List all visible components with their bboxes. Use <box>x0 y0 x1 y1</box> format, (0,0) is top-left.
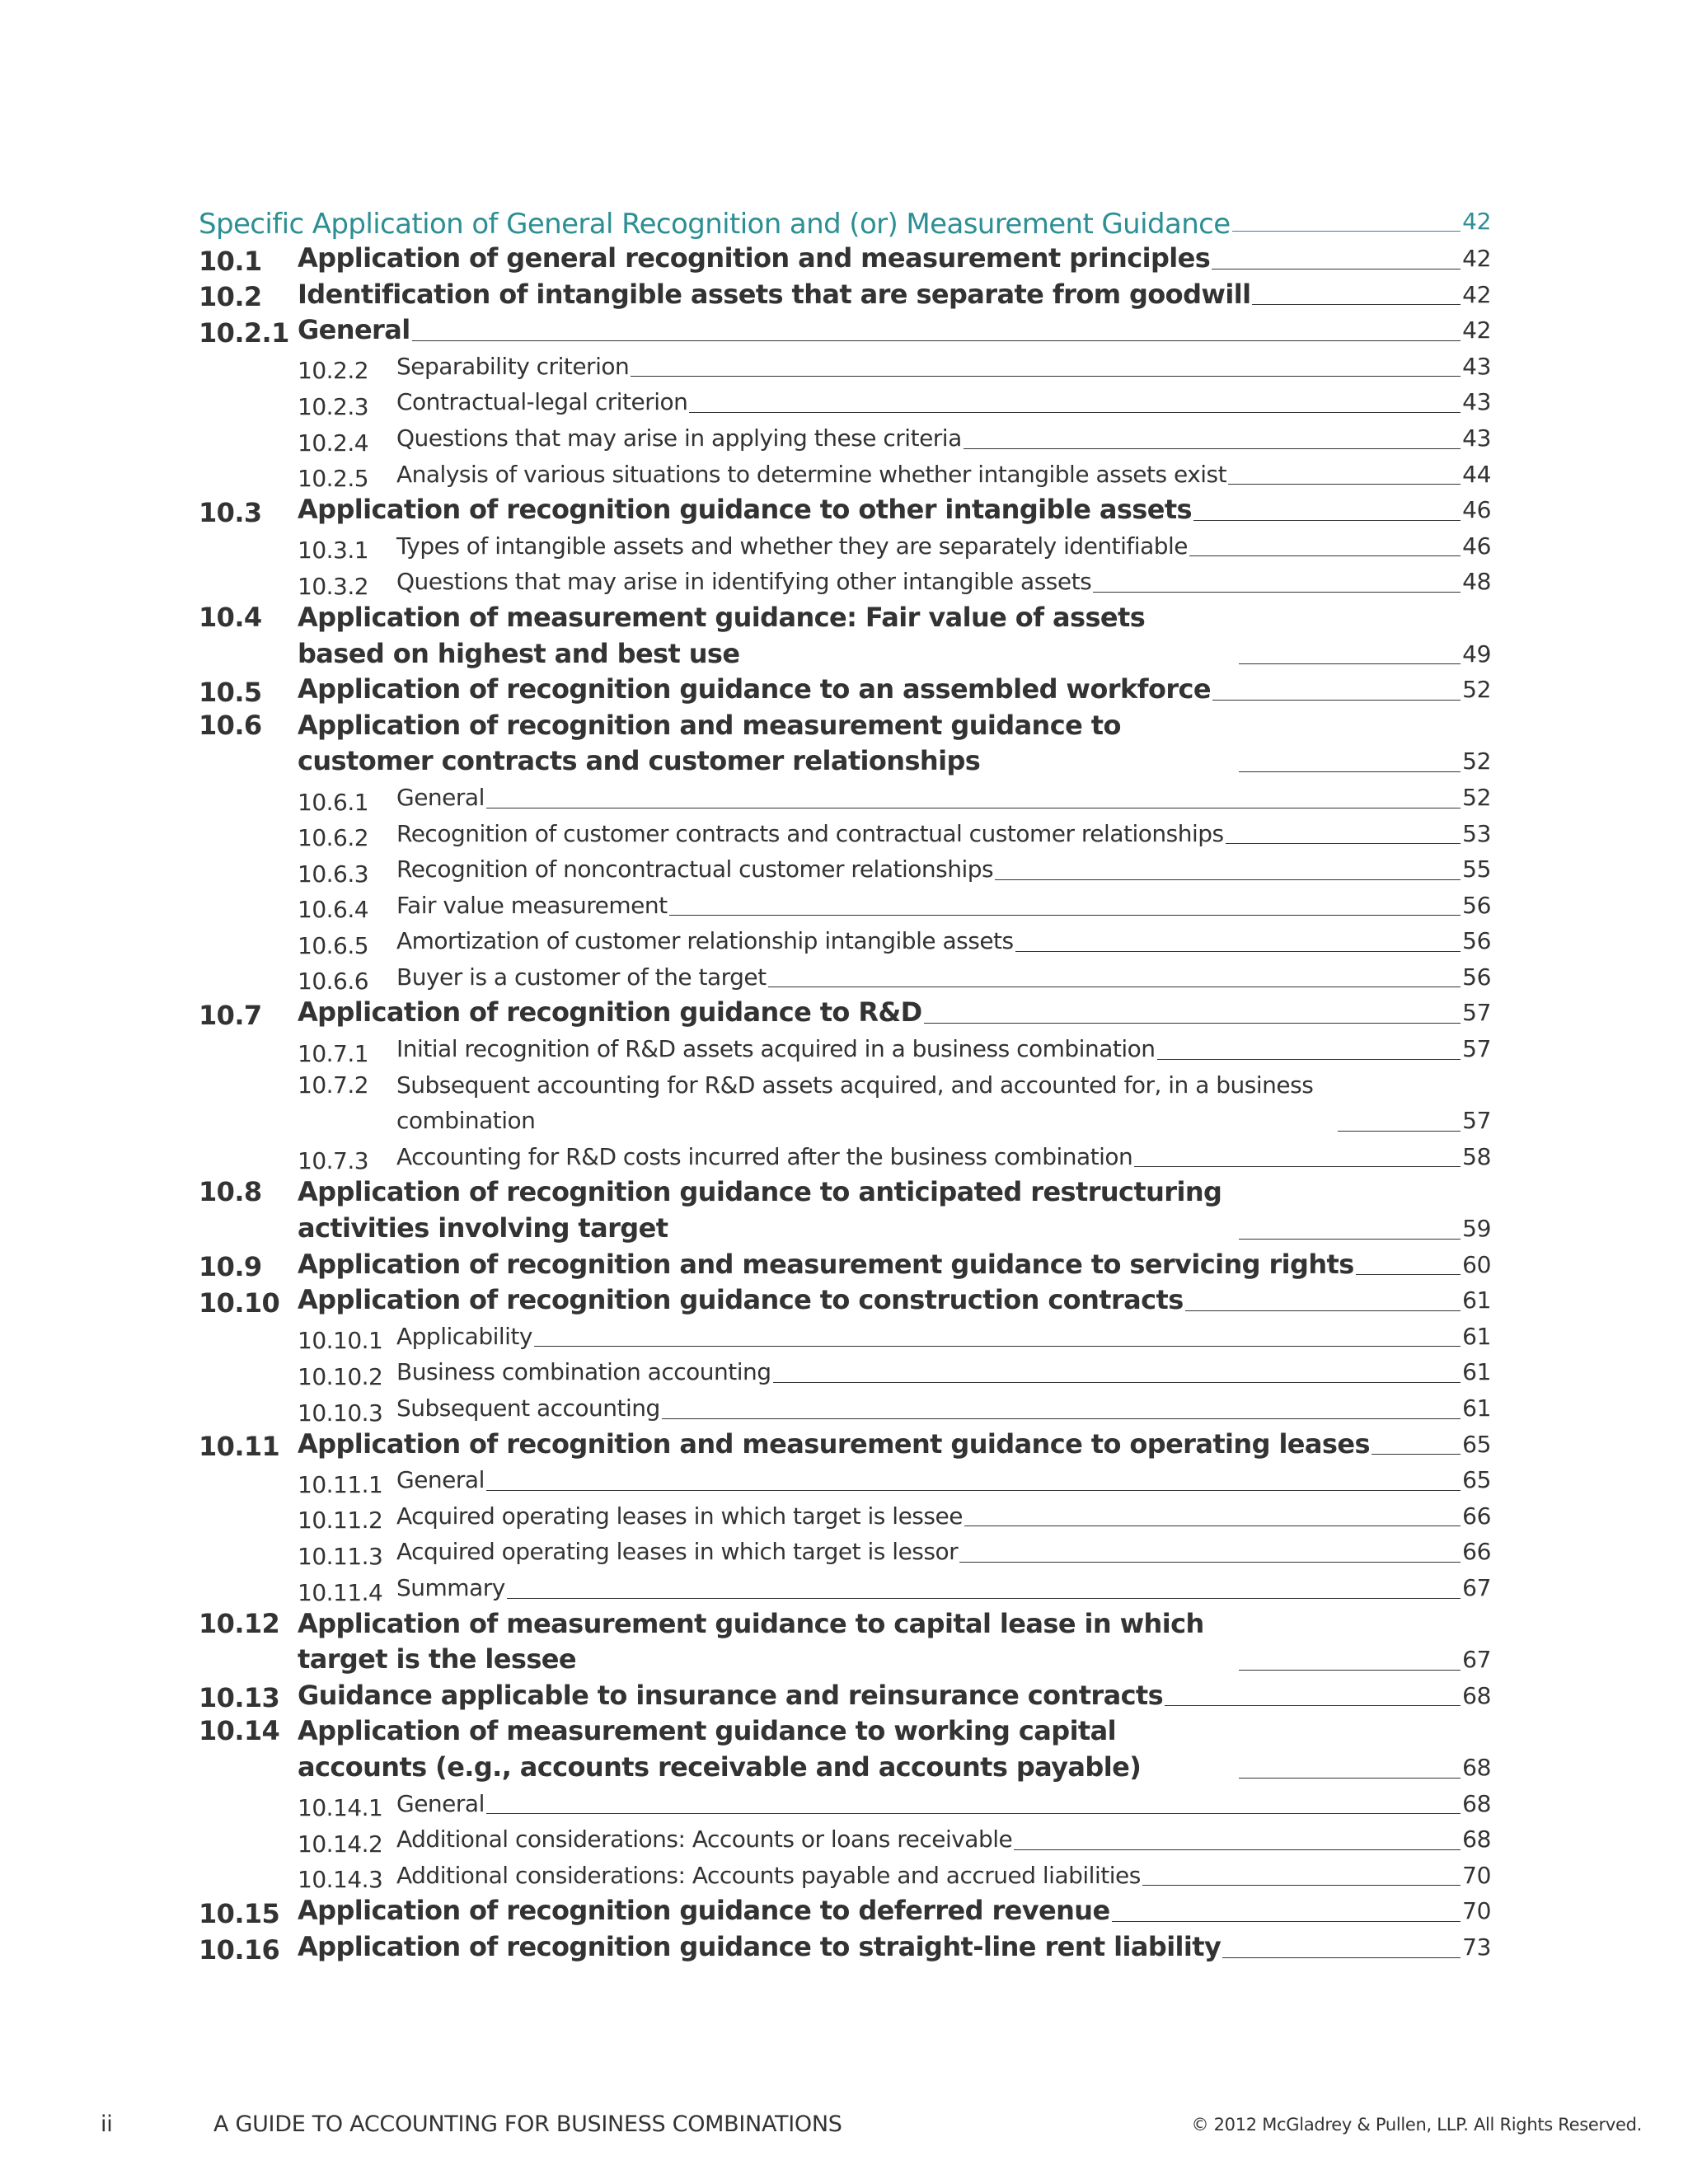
toc-entry[interactable] <box>199 1570 1491 1606</box>
leader-line <box>1356 1274 1461 1275</box>
toc-entry[interactable] <box>199 241 1491 277</box>
toc-entry-title: Application of recognition guidance to R&D <box>298 996 922 1029</box>
toc-entry-page: 57 <box>1462 999 1491 1027</box>
toc-entry[interactable] <box>199 1031 1491 1067</box>
toc-entry-title: Application of measurement guidance to capital lease in which target is the lessee <box>298 1607 1204 1675</box>
toc-entry-page: 49 <box>1462 640 1491 668</box>
leader-line <box>924 1023 1461 1024</box>
toc-entry-number: 10.7.3 <box>298 1147 369 1175</box>
toc-entry[interactable] <box>199 780 1491 816</box>
toc-entry-number: 10.1 <box>199 245 262 277</box>
toc-entry-title: Application of recognition guidance to anticipated restructuring activities involving target <box>298 1176 1222 1244</box>
leader-line <box>959 1562 1461 1563</box>
toc-entry-page: 55 <box>1462 855 1491 883</box>
toc-entry[interactable] <box>199 564 1491 600</box>
leader-line <box>1134 1166 1461 1167</box>
toc-entry-page: 61 <box>1462 1322 1491 1350</box>
toc-entry-number: 10.8 <box>199 1176 262 1208</box>
toc-entry-number: 10.13 <box>199 1682 280 1714</box>
toc-entry-title: Summary <box>396 1573 505 1601</box>
footer-book-title: A GUIDE TO ACCOUNTING FOR BUSINESS COMBINATIONS <box>213 2111 842 2137</box>
toc-entry[interactable] <box>199 600 1491 672</box>
toc-entry-title: General <box>396 783 485 811</box>
toc-entry-number: 10.6.6 <box>298 968 369 996</box>
toc-entry[interactable] <box>199 959 1491 996</box>
toc-entry[interactable] <box>199 1067 1491 1139</box>
leader-line <box>964 448 1461 449</box>
leader-line <box>662 1418 1461 1419</box>
footer-copyright: © 2012 McGladrey & Pullen, LLP. All Rights Reserved. <box>1191 2115 1642 2135</box>
toc-entry-title: Application of recognition and measurement guidance to operating leases <box>298 1427 1370 1460</box>
toc-entry-page: 42 <box>1462 316 1491 344</box>
toc-entry[interactable] <box>199 1606 1491 1678</box>
toc-entry-number: 10.11.1 <box>298 1470 383 1498</box>
toc-entry-page: 65 <box>1462 1430 1491 1458</box>
toc-entry-page: 56 <box>1462 891 1491 919</box>
toc-entry-title: Application of general recognition and measurement principles <box>298 242 1211 274</box>
toc-entry-number: 10.2.3 <box>298 392 369 420</box>
toc-entry-number: 10.10.3 <box>298 1399 383 1427</box>
toc-entry-number: 10.2.1 <box>199 316 289 349</box>
toc-entry-number: 10.6.4 <box>298 896 369 924</box>
toc-entry-page: 67 <box>1462 1573 1491 1601</box>
toc-entry-number: 10.3.2 <box>298 572 369 600</box>
toc-entry-number: 10.15 <box>199 1897 280 1929</box>
toc-entry-page: 59 <box>1462 1215 1491 1243</box>
toc-entry-title: Questions that may arise in applying these criteria <box>396 424 962 452</box>
toc-entry-title: Initial recognition of R&D assets acquired in a business combination <box>396 1035 1156 1063</box>
toc-entry-number: 10.6.2 <box>298 824 369 852</box>
toc-entry-page: 66 <box>1462 1538 1491 1566</box>
leader-line <box>1185 1310 1461 1311</box>
toc-entry-page: 46 <box>1462 532 1491 560</box>
leader-line <box>534 1346 1461 1347</box>
toc-entry[interactable] <box>199 1354 1491 1390</box>
toc-entry-title: Recognition of customer contracts and contractual customer relationships <box>396 819 1224 847</box>
toc-entry[interactable] <box>199 349 1491 385</box>
toc-entry-number: 10.11 <box>199 1431 280 1463</box>
toc-entry[interactable] <box>199 1427 1491 1463</box>
toc-section-heading[interactable] <box>199 186 1491 241</box>
toc-entries <box>199 241 1491 1966</box>
leader-line <box>1212 700 1461 701</box>
toc-entry-number: 10.5 <box>199 676 262 708</box>
leader-line <box>1222 1957 1461 1958</box>
toc-entry[interactable] <box>199 995 1491 1031</box>
leader-line <box>1193 520 1461 521</box>
toc-entry-page: 65 <box>1462 1466 1491 1494</box>
toc-entry-number: 10.2.5 <box>298 465 369 493</box>
toc-entry-page: 61 <box>1462 1286 1491 1315</box>
toc-entry-number: 10.11.3 <box>298 1542 383 1570</box>
toc-entry-title: Subsequent accounting for R&D assets acquired, and accounted for, in a business combination <box>396 1071 1314 1135</box>
leader-line <box>1232 231 1461 232</box>
toc-entry-page: 66 <box>1462 1502 1491 1530</box>
toc-entry-page: 68 <box>1462 1789 1491 1817</box>
toc-entry-title: Applicability <box>396 1322 532 1350</box>
toc-entry-title: General <box>396 1466 485 1494</box>
toc-entry[interactable] <box>199 492 1491 528</box>
toc-entry-number: 10.6 <box>199 709 262 741</box>
toc-entry-number: 10.3.1 <box>298 537 369 565</box>
leader-line <box>486 1490 1461 1491</box>
toc-entry[interactable] <box>199 420 1491 457</box>
toc-entry-number: 10.2 <box>199 281 262 313</box>
toc-entry-page: 42 <box>1462 280 1491 308</box>
toc-entry-number: 10.6.3 <box>298 860 369 888</box>
toc-entry-title: Subsequent accounting <box>396 1394 660 1422</box>
toc-entry-number: 10.7.1 <box>298 1039 369 1067</box>
toc-entry[interactable] <box>199 1319 1491 1355</box>
toc-entry-page: 43 <box>1462 352 1491 380</box>
toc-entry[interactable] <box>199 1139 1491 1175</box>
leader-line <box>507 1598 1461 1599</box>
toc-entry[interactable] <box>199 277 1491 313</box>
toc-entry-page: 70 <box>1462 1897 1491 1925</box>
toc-entry[interactable] <box>199 1821 1491 1858</box>
toc-entry-page: 42 <box>1462 245 1491 272</box>
toc-entry-number: 10.6.1 <box>298 788 369 816</box>
toc-entry[interactable] <box>199 312 1491 349</box>
toc-entry[interactable] <box>199 1282 1491 1319</box>
toc-entry[interactable] <box>199 1678 1491 1714</box>
toc-entry-page: 56 <box>1462 963 1491 991</box>
toc-entry-title: Application of recognition guidance to an assembled workforce <box>298 673 1211 705</box>
toc-entry-title: Amortization of customer relationship intangible assets <box>396 927 1014 955</box>
leader-line <box>1239 1239 1461 1240</box>
toc-entry[interactable] <box>199 1929 1491 1966</box>
toc-entry-page: 68 <box>1462 1681 1491 1709</box>
toc-entry-title: Application of measurement guidance: Fair value of assets based on highest and best use <box>298 601 1146 669</box>
leader-line <box>689 412 1461 413</box>
toc-entry[interactable] <box>199 457 1491 493</box>
leader-line <box>1165 1705 1461 1706</box>
leader-line <box>486 1813 1461 1814</box>
toc-entry-title: Additional considerations: Accounts or loans receivable <box>396 1825 1013 1854</box>
leader-line <box>1372 1454 1461 1455</box>
toc-entry-number: 10.11.2 <box>298 1507 383 1535</box>
leader-line <box>1239 663 1461 664</box>
toc-entry-page: 43 <box>1462 424 1491 452</box>
toc-entry-page: 52 <box>1462 748 1491 776</box>
toc-entry-title: Acquired operating leases in which target is lessor <box>396 1538 959 1566</box>
toc-entry-title: Application of recognition guidance to construction contracts <box>298 1284 1184 1316</box>
toc-entry-number: 10.7.2 <box>298 1071 369 1099</box>
leader-line <box>1226 843 1461 844</box>
toc-entry-number: 10.4 <box>199 601 262 633</box>
toc-entry[interactable] <box>199 1893 1491 1929</box>
leader-line <box>773 1382 1461 1383</box>
leader-line <box>1093 592 1461 593</box>
toc-entry-title: Separability criterion <box>396 352 630 380</box>
toc-entry-title: Identification of intangible assets that are separate from goodwill <box>298 278 1251 310</box>
toc-entry[interactable] <box>199 1786 1491 1822</box>
toc-entry-page: 61 <box>1462 1394 1491 1422</box>
toc-entry[interactable] <box>199 384 1491 420</box>
toc-entry-title: Recognition of noncontractual customer relationships <box>396 855 994 883</box>
toc-entry-number: 10.14.1 <box>298 1794 383 1822</box>
toc-entry-number: 10.14 <box>199 1715 280 1747</box>
toc-entry-page: 52 <box>1462 676 1491 704</box>
leader-line <box>1228 484 1461 485</box>
toc-entry-title: General <box>298 314 410 346</box>
toc-entry[interactable] <box>199 1462 1491 1498</box>
toc-entry-number: 10.14.3 <box>298 1866 383 1894</box>
toc-entry-page: 52 <box>1462 783 1491 811</box>
toc-entry-title: Application of recognition guidance to other intangible assets <box>298 494 1192 526</box>
toc-entry-page: 67 <box>1462 1646 1491 1674</box>
toc-entry-number: 10.16 <box>199 1933 280 1966</box>
toc-entry-title: General <box>396 1789 485 1817</box>
toc-entry-number: 10.6.5 <box>298 931 369 959</box>
leader-line <box>1189 555 1461 556</box>
leader-line <box>1239 1778 1461 1779</box>
leader-line <box>1338 1131 1461 1132</box>
toc-entry[interactable] <box>199 1498 1491 1535</box>
toc-entry[interactable] <box>199 1247 1491 1283</box>
toc-entry-page: 48 <box>1462 568 1491 596</box>
footer-page-number: ii <box>101 2111 113 2137</box>
toc-entry-title: Additional considerations: Accounts payable and accrued liabilities <box>396 1861 1141 1889</box>
toc-entry-number: 10.2.4 <box>298 429 369 457</box>
leader-line <box>1157 1059 1461 1060</box>
leader-line <box>995 879 1461 880</box>
toc-entry-title: Contractual-legal criterion <box>396 388 688 416</box>
toc-entry-number: 10.10.1 <box>298 1327 383 1355</box>
leader-line <box>1252 304 1461 305</box>
toc-entry-page: 61 <box>1462 1358 1491 1386</box>
toc-entry-title: Analysis of various situations to determine whether intangible assets exist <box>396 460 1227 488</box>
toc-entry[interactable] <box>199 528 1491 565</box>
leader-line <box>1239 771 1461 772</box>
toc-entry-number: 10.11.4 <box>298 1578 383 1606</box>
toc-entry[interactable] <box>199 1390 1491 1427</box>
toc-entry-number: 10.3 <box>199 496 262 528</box>
toc-entry[interactable] <box>199 1713 1491 1785</box>
toc-entry-title: Questions that may arise in identifying other intangible assets <box>396 568 1092 596</box>
toc-entry[interactable] <box>199 888 1491 924</box>
toc-entry-number: 10.10.2 <box>298 1363 383 1390</box>
toc-entry-title: Accounting for R&D costs incurred after the business combination <box>396 1142 1133 1170</box>
toc-entry[interactable] <box>199 816 1491 852</box>
toc-entry-number: 10.9 <box>199 1251 262 1283</box>
toc-entry-title: Fair value measurement <box>396 891 668 919</box>
toc-entry-title: Types of intangible assets and whether they are separately identifiable <box>396 532 1189 560</box>
leader-line <box>1112 1921 1461 1922</box>
toc-entry[interactable] <box>199 672 1491 708</box>
toc-entry-number: 10.14.2 <box>298 1830 383 1858</box>
leader-line <box>669 915 1461 916</box>
toc-entry[interactable] <box>199 708 1491 780</box>
leader-line <box>1014 1849 1461 1850</box>
toc-entry-title: Business combination accounting <box>396 1358 771 1386</box>
toc-entry-title: Application of recognition and measurement guidance to customer contracts and customer relationships <box>298 709 1121 777</box>
toc-entry-title: Application of recognition guidance to straight-line rent liability <box>298 1930 1221 1962</box>
table-of-contents <box>199 186 1491 1966</box>
toc-entry[interactable] <box>199 1858 1491 1894</box>
section-heading-title: Specific Application of General Recognition and (or) Measurement Guidance <box>199 208 1231 241</box>
toc-entry-title: Application of recognition guidance to deferred revenue <box>298 1895 1110 1927</box>
toc-entry-page: 68 <box>1462 1825 1491 1854</box>
toc-entry-title: Application of recognition and measurement guidance to servicing rights <box>298 1248 1354 1280</box>
toc-entry-page: 57 <box>1462 1107 1491 1135</box>
leader-line <box>1142 1885 1461 1886</box>
toc-entry-page: 73 <box>1462 1933 1491 1961</box>
toc-entry-title: Buyer is a customer of the target <box>396 963 767 991</box>
toc-entry-page: 60 <box>1462 1250 1491 1278</box>
section-heading-page: 42 <box>1462 208 1491 235</box>
toc-entry-title: Guidance applicable to insurance and reinsurance contracts <box>298 1679 1164 1711</box>
toc-entry-page: 68 <box>1462 1753 1491 1781</box>
toc-entry-number: 10.10 <box>199 1286 280 1319</box>
toc-entry-page: 70 <box>1462 1861 1491 1889</box>
toc-entry-title: Acquired operating leases in which target is lessee <box>396 1502 963 1530</box>
toc-entry[interactable] <box>199 851 1491 888</box>
toc-entry-page: 56 <box>1462 927 1491 955</box>
toc-entry-page: 43 <box>1462 388 1491 416</box>
toc-entry-page: 58 <box>1462 1142 1491 1170</box>
toc-entry-number: 10.12 <box>199 1607 280 1639</box>
toc-entry-page: 53 <box>1462 819 1491 847</box>
toc-entry-page: 44 <box>1462 460 1491 488</box>
toc-entry-page: 57 <box>1462 1035 1491 1063</box>
toc-entry-number: 10.2.2 <box>298 357 369 385</box>
leader-line <box>412 340 1461 341</box>
leader-line <box>1015 951 1461 952</box>
toc-entry[interactable] <box>199 1174 1491 1246</box>
toc-entry[interactable] <box>199 1534 1491 1570</box>
toc-entry-title: Application of measurement guidance to working capital accounts (e.g., accounts receivable and accounts payable) <box>298 1715 1142 1783</box>
leader-line <box>1239 1670 1461 1671</box>
toc-entry-page: 46 <box>1462 496 1491 524</box>
toc-entry-number: 10.7 <box>199 1000 262 1032</box>
leader-line <box>631 376 1461 377</box>
toc-entry[interactable] <box>199 923 1491 959</box>
